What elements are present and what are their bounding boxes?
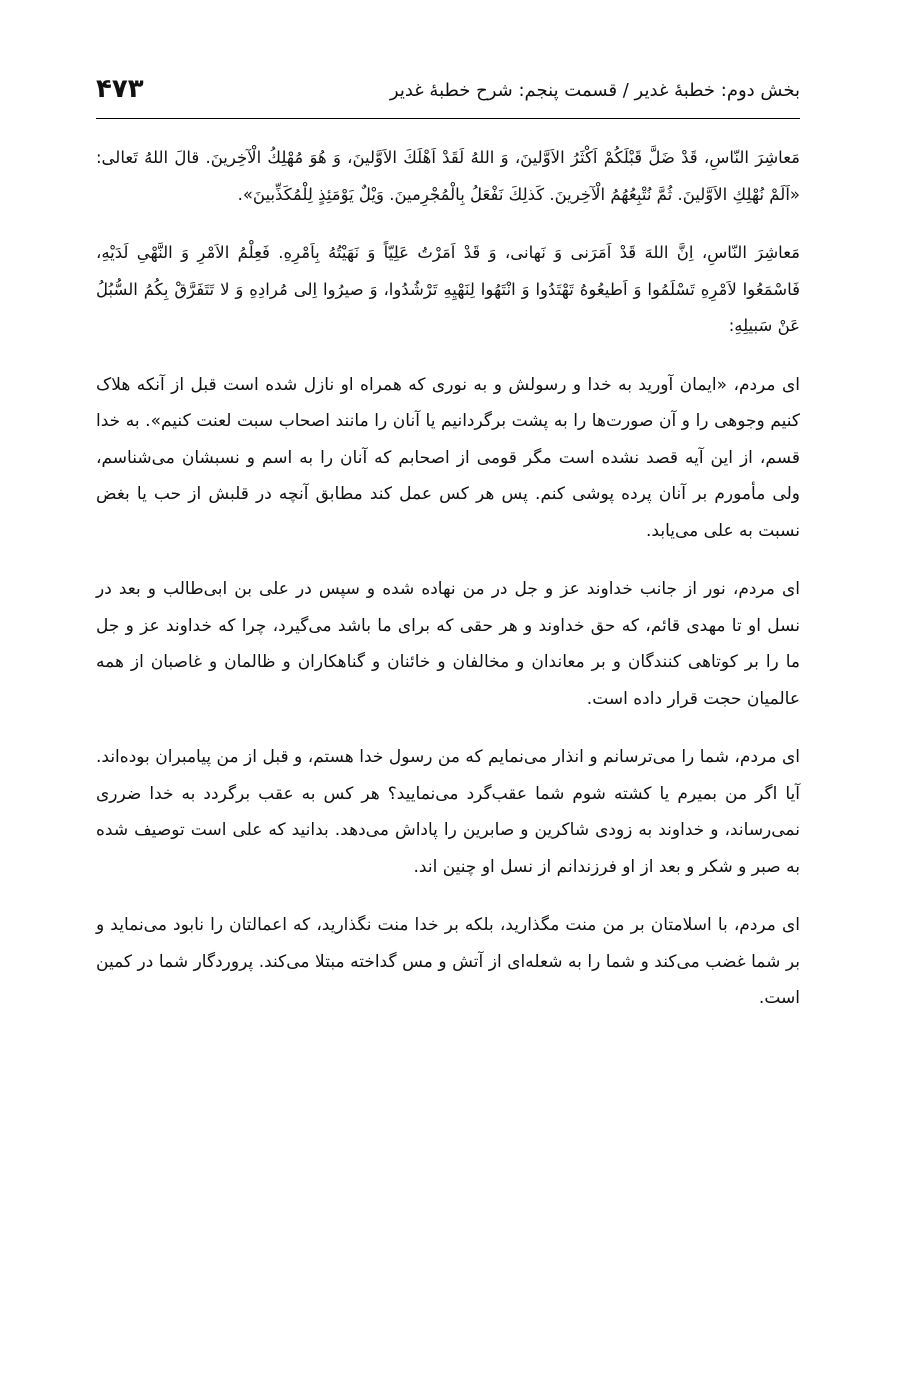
arabic-paragraph-1: مَعاشِرَ النّاسِ، قَدْ ضَلَّ قَبْلَكُمْ اَكْثَرُ الاَوَّلينَ، وَ اللهُ لَقَدْ اَهْلَكَ الاَوَّلينَ، وَ هُوَ مُهْلِكُ الْآخِرينَ. قالَ اللهُ تَعالى: «اَلَمْ نُهْلِكِ الاَوَّلينَ. ثُمَّ نُتْبِعُهُمُ الْآخِرينَ. كَذلِكَ نَفْعَلُ بِالْمُجْرِمينَ. وَيْلٌ يَوْمَئِذٍ لِلْمُكَذِّبينَ». <box>96 148 800 204</box>
persian-paragraph-1: ای مردم، «ایمان آورید به خدا و رسولش و به نوری که همراه او نازل شده است قبل از آنکه هلاک کنیم وجوهی را و آن صورت‌ها را به پشت برگردانیم یا آنان را مانند اصحاب سبت لعنت کنیم». به خدا قسم، از این آیه قصد نشده است مگر قومی از اصحابم که آنان را به اسم و نسبشان می‌شناسم، ولی مأمورم بر آنان پرده پوشی کنم. پس هر کس عمل کند مطابق آنچه در قلبش از حب یا بغض نسبت به علی می‌یابد. <box>96 374 800 541</box>
header-divider <box>96 118 800 119</box>
persian-paragraph-2: ای مردم، نور از جانب خداوند عز و جل در من نهاده شده و سپس در علی بن ابی‌طالب و بعد در نسل او تا مهدی قائم، که حق خداوند و هر حقی که برای ما باشد می‌گیرد، چرا که خداوند عز و جل ما را بر کوتاهی کنندگان و بر معاندان و مخالفان و خائنان و گناهکاران و ظالمان و غاصبان از همه عالمیان حجت قرار داده است. <box>96 579 800 709</box>
page-header <box>96 70 800 114</box>
arabic-paragraph-2: مَعاشِرَ النّاسِ، اِنَّ اللهَ قَدْ اَمَرَنى وَ نَهانى، وَ قَدْ اَمَرْتُ عَلِيّاً وَ نَهَيْتُهُ بِاَمْرِهِ. فَعِلْمُ الاَمْرِ وَ النَّهْىِ لَدَيْهِ، فَاسْمَعُوا لاَمْرِهِ تَسْلَمُوا وَ اَطيعُوهُ تَهْتَدُوا وَ انْتَهُوا لِنَهْيِهِ تَرْشُدُوا، وَ صيرُوا اِلى مُرادِهِ وَ لا تَتَفَرَّقْ بِكُمُ السُّبُلُ عَنْ سَبيلِهِ: <box>96 243 800 335</box>
persian-paragraph-4: ای مردم، با اسلامتان بر من منت مگذارید، بلکه بر خدا منت نگذارید، که اعمالتان را نابود می‌نماید و بر شما غضب می‌کند و شما را به شعله‌ای از آتش و مس گداخته مبتلا می‌کند. پروردگار شما در کمین است. <box>96 915 800 1008</box>
running-head: بخش دوم: خطبۀ غدیر / قسمت پنجم: شرح خطبۀ غدیر <box>389 80 800 101</box>
persian-paragraph-3: ای مردم، شما را می‌ترسانم و انذار می‌نمایم که من رسول خدا هستم، و قبل از من پیامبران بوده‌اند. آیا اگر من بمیرم یا کشته شوم شما عقب‌گرد می‌نمایید؟ هر کس به عقب برگردد به خدا ضرری نمی‌رساند، و خداوند به زودی شاکرین و صابرین را پاداش می‌دهد. بدانید که علی است توصیف شده به صبر و شکر و بعد از او فرزندانم از نسل او چنین اند. <box>96 747 800 877</box>
page-number: ۴۷۳ <box>96 74 144 104</box>
page-body <box>96 140 800 1039</box>
